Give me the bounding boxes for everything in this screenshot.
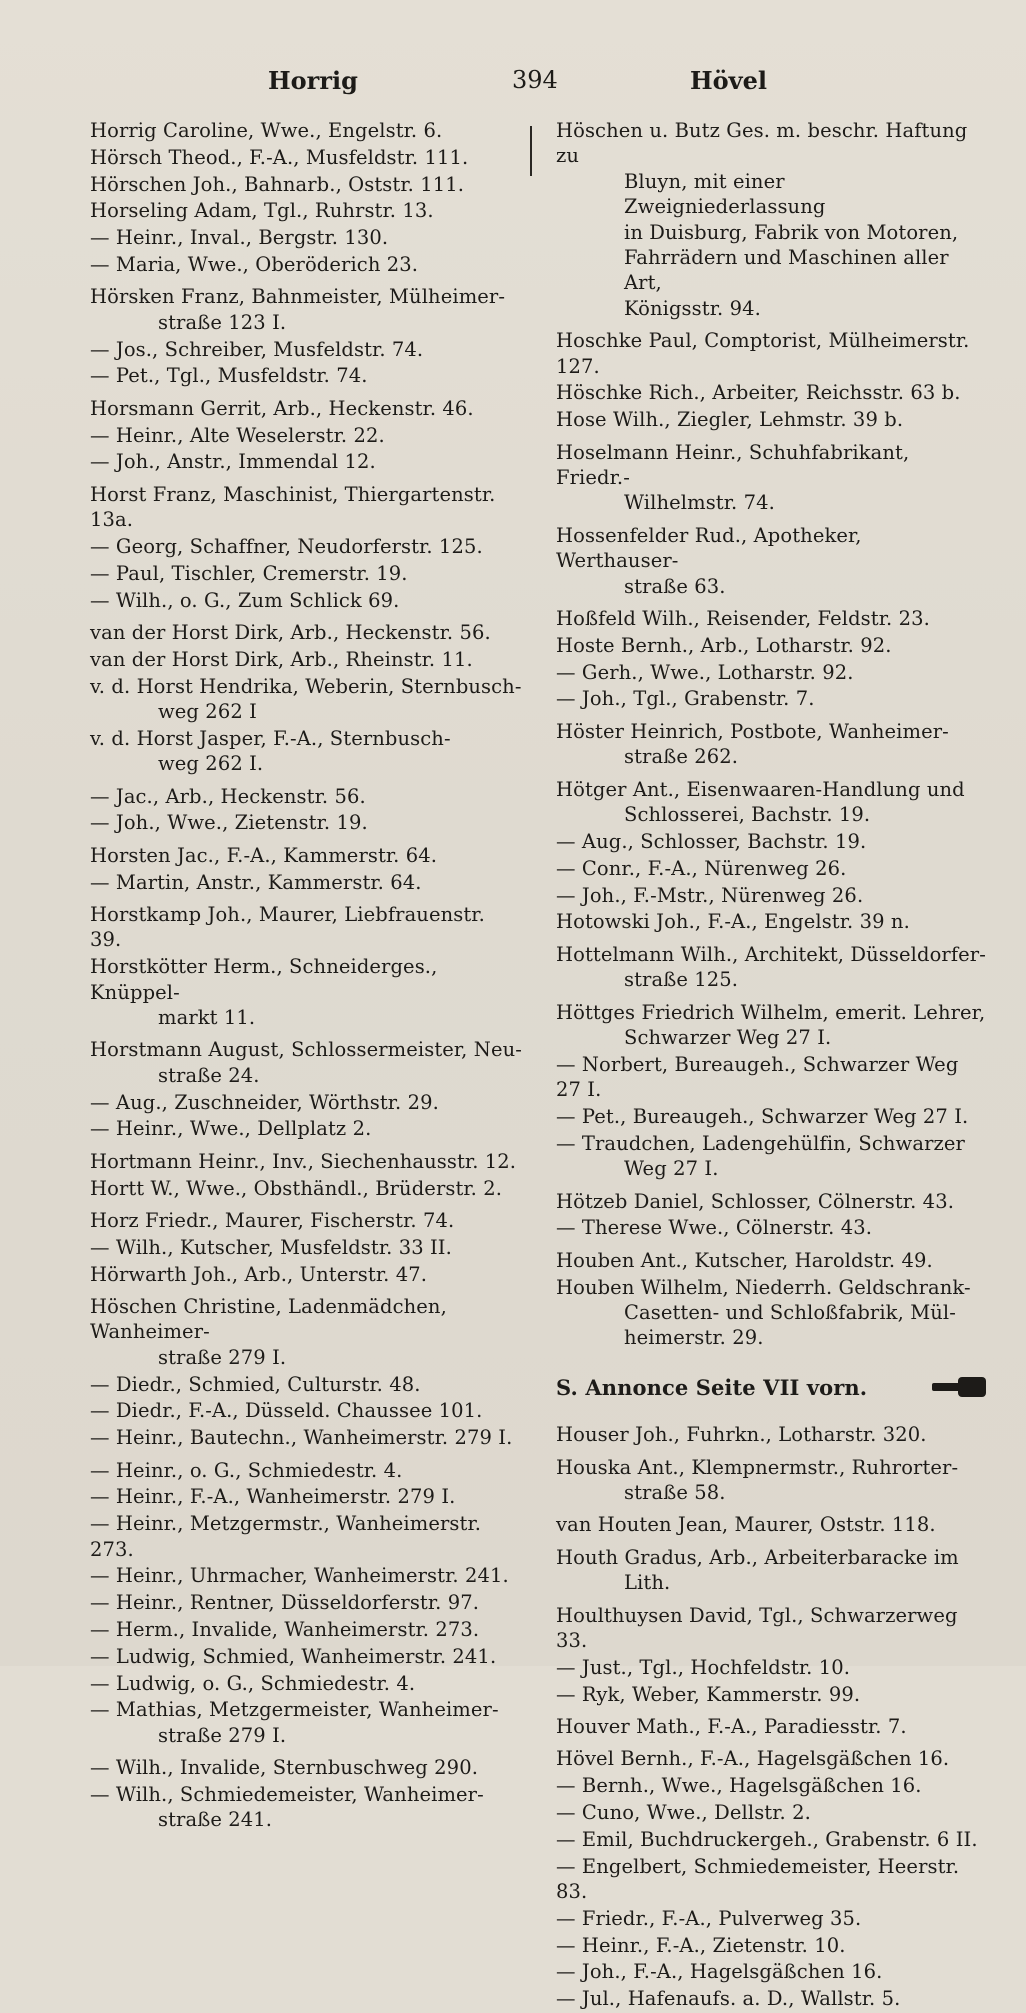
entry-line: Houben Ant., Kutscher, Haroldstr. 49. <box>556 1248 933 1272</box>
entry-line: van Houten Jean, Maurer, Oststr. 118. <box>556 1513 936 1537</box>
directory-entry <box>90 1563 522 1588</box>
entry-line: — Heinr., Bautechn., Wanheimerstr. 279 I. <box>90 1426 513 1450</box>
entry-line: — Ludwig, Schmied, Wanheimerstr. 241. <box>90 1644 497 1668</box>
directory-entry <box>90 225 522 250</box>
entry-line: — Wilh., Invalide, Sternbuschweg 290. <box>90 1756 478 1780</box>
entry-line: — Joh., F.-A., Hagelsgäßchen 16. <box>556 1960 883 1984</box>
directory-entry <box>556 1933 986 1958</box>
directory-entry <box>556 440 986 516</box>
entry-line: Hotowski Joh., F.-A., Engelstr. 39 n. <box>556 910 910 934</box>
directory-entry <box>556 407 986 432</box>
directory-entry <box>90 810 522 835</box>
entry-line: — Aug., Schlosser, Bachstr. 19. <box>556 829 867 853</box>
entry-line: — Heinr., Alte Weselerstr. 22. <box>90 423 385 447</box>
entry-continuation: Casetten- und Schloßfabrik, Mül- heimerstr. 29. <box>624 1300 956 1350</box>
entry-line: Horst Franz, Maschinist, Thiergartenstr. 13a. <box>90 482 496 532</box>
entry-line: — Wilh., Schmiedemeister, Wanheimer- <box>90 1783 484 1807</box>
entry-line: — Joh., F.-Mstr., Nürenweg 26. <box>556 883 864 907</box>
directory-entry <box>556 777 986 828</box>
entry-line: Horstkötter Herm., Schneiderges., Knüppel- <box>90 955 438 1004</box>
directory-entry <box>556 686 986 711</box>
entry-line: — Therese Wwe., Cölnerstr. 43. <box>556 1216 873 1240</box>
entry-line: Hortmann Heinr., Inv., Siechenhausstr. 12. <box>90 1149 517 1173</box>
entry-line: Houser Joh., Fuhrkn., Lotharstr. 320. <box>556 1423 927 1447</box>
directory-entry <box>90 1590 522 1615</box>
entry-continuation: Weg 27 I. <box>624 1157 719 1181</box>
directory-entry <box>556 909 986 934</box>
directory-entry <box>90 363 522 388</box>
directory-entry <box>90 252 522 277</box>
directory-entry <box>556 606 986 631</box>
entry-line: — Engelbert, Schmiedemeister, Heerstr. 83. <box>556 1854 960 1903</box>
directory-entry <box>556 1746 986 1771</box>
directory-entry <box>556 523 986 599</box>
directory-entry <box>90 647 522 672</box>
header-right-keyword: Hövel <box>690 66 768 95</box>
entry-line: — Ludwig, o. G., Schmiedestr. 4. <box>90 1671 416 1695</box>
entry-line: — Heinr., Wwe., Dellplatz 2. <box>90 1117 372 1141</box>
directory-entry <box>90 449 522 474</box>
directory-entry <box>90 843 522 868</box>
directory-entry <box>556 1986 986 2011</box>
entry-line: — Joh., Anstr., Immendal 12. <box>90 450 376 474</box>
directory-entry <box>90 1511 522 1562</box>
entry-line: — Maria, Wwe., Oberöderich 23. <box>90 252 419 276</box>
entry-line: — Heinr., Uhrmacher, Wanheimerstr. 241. <box>90 1564 509 1588</box>
right-column-bottom <box>556 1422 986 2011</box>
entry-line: — Friedr., F.-A., Pulverweg 35. <box>556 1906 862 1930</box>
entry-line: Horz Friedr., Maurer, Fischerstr. 74. <box>90 1209 455 1233</box>
directory-entry <box>90 1671 522 1696</box>
entry-line: — Martin, Anstr., Kammerstr. 64. <box>90 870 422 894</box>
entry-line: Höttges Friedrich Wilhelm, emerit. Lehrer, <box>556 1000 986 1024</box>
directory-entry <box>90 1235 522 1260</box>
directory-entry <box>556 633 986 658</box>
entry-line: — Heinr., Inval., Bergstr. 130. <box>90 226 389 250</box>
pointing-hand-icon <box>932 1377 986 1397</box>
entry-line: — Diedr., Schmied, Culturstr. 48. <box>90 1372 421 1396</box>
entry-line: v. d. Horst Hendrika, Weberin, Sternbusch- <box>90 674 522 698</box>
entry-line: — Emil, Buchdruckergeh., Grabenstr. 6 II. <box>556 1827 978 1851</box>
directory-entry <box>556 380 986 405</box>
entry-line: Horseling Adam, Tgl., Ruhrstr. 13. <box>90 199 434 223</box>
directory-entry <box>90 396 522 421</box>
entry-line: — Bernh., Wwe., Hagelsgäßchen 16. <box>556 1774 922 1798</box>
directory-entry <box>556 1959 986 1984</box>
directory-entry <box>90 118 522 143</box>
directory-entry <box>90 1208 522 1233</box>
entry-continuation: straße 279 I. <box>158 1345 287 1369</box>
directory-entry <box>556 856 986 881</box>
entry-line: — Heinr., F.-A., Wanheimerstr. 279 I. <box>90 1485 456 1509</box>
directory-entry <box>556 1131 986 1182</box>
directory-entry <box>556 1512 986 1537</box>
entry-line: — Just., Tgl., Hochfeldstr. 10. <box>556 1655 851 1679</box>
entry-line: — Conr., F.-A., Nürenweg 26. <box>556 856 847 880</box>
directory-entry <box>556 1189 986 1214</box>
entry-line: Hötzeb Daniel, Schlosser, Cölnerstr. 43. <box>556 1189 954 1213</box>
entry-line: — Norbert, Bureaugeh., Schwarzer Weg 27 I. <box>556 1052 959 1102</box>
entry-line: Hose Wilh., Ziegler, Lehmstr. 39 b. <box>556 408 904 432</box>
entry-continuation: straße 63. <box>624 574 726 598</box>
directory-entry <box>556 719 986 770</box>
entry-line: — Paul, Tischler, Cremerstr. 19. <box>90 561 408 585</box>
entry-line: Höschen Christine, Ladenmädchen, Wanheimer- <box>90 1295 447 1344</box>
entry-line: Hötger Ant., Eisenwaaren-Handlung und <box>556 777 965 801</box>
entry-continuation: Schlosserei, Bachstr. 19. <box>624 803 871 827</box>
column-divider <box>530 126 532 176</box>
entry-continuation: markt 11. <box>158 1006 256 1030</box>
directory-entry <box>90 1149 522 1174</box>
directory-entry <box>90 870 522 895</box>
entry-continuation: straße 241. <box>158 1808 273 1832</box>
entry-line: — Herm., Invalide, Wanheimerstr. 273. <box>90 1618 480 1642</box>
right-column <box>556 118 986 2013</box>
page-header <box>0 66 1026 106</box>
entry-continuation: Wilhelmstr. 74. <box>624 491 775 515</box>
directory-entry <box>556 1800 986 1825</box>
entry-line: Horstmann August, Schlossermeister, Neu- <box>90 1038 522 1062</box>
directory-entry <box>90 1262 522 1287</box>
directory-entry <box>556 1773 986 1798</box>
entry-continuation: straße 125. <box>624 968 739 992</box>
entry-line: Horsten Jac., F.-A., Kammerstr. 64. <box>90 843 438 867</box>
entry-line: — Jos., Schreiber, Musfeldstr. 74. <box>90 337 424 361</box>
entry-line: Hossenfelder Rud., Apotheker, Werthauser- <box>556 523 862 573</box>
directory-entry <box>90 337 522 362</box>
directory-entry <box>90 902 522 953</box>
directory-entry <box>90 423 522 448</box>
directory-entry <box>556 328 986 379</box>
directory-entry <box>556 1655 986 1680</box>
entry-line: — Diedr., F.-A., Düsseld. Chaussee 101. <box>90 1399 483 1423</box>
directory-entry <box>90 1294 522 1370</box>
entry-continuation: Schwarzer Weg 27 I. <box>624 1025 832 1049</box>
entry-line: Houver Math., F.-A., Paradiesstr. 7. <box>556 1715 907 1738</box>
entry-line: — Cuno, Wwe., Dellstr. 2. <box>556 1801 811 1824</box>
directory-entry <box>90 588 522 613</box>
entry-continuation: straße 279 I. <box>158 1723 287 1747</box>
entry-line: Houben Wilhelm, Niederrh. Geldschrank- <box>556 1275 971 1299</box>
entry-line: — Georg, Schaffner, Neudorferstr. 125. <box>90 535 483 558</box>
directory-entry <box>90 784 522 809</box>
directory-entry <box>90 1116 522 1141</box>
directory-entry <box>90 284 522 335</box>
entry-line: — Wilh., Kutscher, Musfeldstr. 33 II. <box>90 1235 452 1259</box>
directory-entry <box>556 1906 986 1931</box>
directory-entry <box>90 1484 522 1509</box>
entry-line: — Wilh., o. G., Zum Schlick 69. <box>90 588 400 612</box>
directory-entry <box>90 145 522 170</box>
entry-continuation: Bluyn, mit einer Zweigniederlassung in Duisburg, Fabrik von Motoren, Fahrrädern und Maschinen aller Art, Königsstr. 94. <box>624 169 959 320</box>
entry-line: — Mathias, Metzgermeister, Wanheimer- <box>90 1698 499 1722</box>
entry-line: Horstkamp Joh., Maurer, Liebfrauenstr. 39. <box>90 903 485 952</box>
entry-line: Höschke Rich., Arbeiter, Reichsstr. 63 b. <box>556 381 961 405</box>
directory-entry <box>90 1037 522 1088</box>
entry-line: Hoßfeld Wilh., Reisender, Feldstr. 23. <box>556 607 930 631</box>
entry-continuation: weg 262 I. <box>158 752 264 776</box>
directory-entry <box>90 674 522 725</box>
directory-entry <box>556 1422 986 1447</box>
entry-line: Horrig Caroline, Wwe., Engelstr. 6. <box>90 119 443 142</box>
directory-entry <box>556 1275 986 1351</box>
entry-line: van der Horst Dirk, Arb., Heckenstr. 56. <box>90 621 491 644</box>
directory-entry <box>90 1644 522 1669</box>
entry-line: Hörwarth Joh., Arb., Unterstr. 47. <box>90 1262 428 1286</box>
directory-entry <box>90 1697 522 1748</box>
directory-entry <box>90 561 522 586</box>
entry-line: — Heinr., o. G., Schmiedestr. 4. <box>90 1458 403 1482</box>
entry-line: Höschen u. Butz Ges. m. beschr. Haftung zu <box>556 119 968 168</box>
directory-entry <box>90 1755 522 1780</box>
directory-entry <box>556 1455 986 1506</box>
directory-entry <box>556 1248 986 1273</box>
directory-entry <box>90 954 522 1030</box>
entry-line: Hoste Bernh., Arb., Lotharstr. 92. <box>556 633 892 657</box>
entry-continuation: straße 24. <box>158 1063 260 1087</box>
entry-line: Hoselmann Heinr., Schuhfabrikant, Friedr.- <box>556 440 910 490</box>
directory-entry <box>556 1827 986 1852</box>
entry-line: — Joh., Wwe., Zietenstr. 19. <box>90 811 368 835</box>
directory-entry <box>90 198 522 223</box>
left-column <box>90 118 522 1834</box>
header-left-keyword: Horrig <box>268 66 358 95</box>
directory-entry <box>90 1176 522 1201</box>
entry-line: Höster Heinrich, Postbote, Wanheimer- <box>556 719 949 743</box>
directory-entry <box>556 1545 986 1596</box>
entry-line: Hörschen Joh., Bahnarb., Oststr. 111. <box>90 172 465 196</box>
directory-entry <box>90 1425 522 1450</box>
entry-line: Houska Ant., Klempnermstr., Ruhrorter- <box>556 1455 959 1479</box>
entry-line: Hörsch Theod., F.-A., Musfeldstr. 111. <box>90 145 469 169</box>
annonce-banner <box>556 1375 986 1400</box>
entry-continuation: straße 58. <box>624 1480 726 1504</box>
entry-line: v. d. Horst Jasper, F.-A., Sternbusch- <box>90 726 451 750</box>
directory-entry <box>556 942 986 993</box>
entry-line: — Heinr., F.-A., Zietenstr. 10. <box>556 1933 846 1957</box>
entry-line: — Ryk, Weber, Kammerstr. 99. <box>556 1682 861 1706</box>
entry-line: Horsmann Gerrit, Arb., Heckenstr. 46. <box>90 396 474 420</box>
entry-line: Hottelmann Wilh., Architekt, Düsseldorfer- <box>556 942 986 966</box>
directory-entry <box>556 883 986 908</box>
entry-line: Hortt W., Wwe., Obsthändl., Brüderstr. 2. <box>90 1176 503 1200</box>
page-number: 394 <box>512 66 558 94</box>
directory-entry <box>556 1052 986 1103</box>
directory-entry <box>90 1372 522 1397</box>
entry-line: — Pet., Bureaugeh., Schwarzer Weg 27 I. <box>556 1104 969 1128</box>
directory-entry <box>556 1682 986 1707</box>
directory-entry <box>90 482 522 533</box>
directory-entry <box>556 660 986 685</box>
directory-entry <box>556 1215 986 1240</box>
directory-entry <box>90 534 522 559</box>
directory-entry <box>90 726 522 777</box>
entry-line: Houth Gradus, Arb., Arbeiterbaracke im <box>556 1545 959 1569</box>
right-column-top <box>556 118 986 1351</box>
directory-entry <box>90 1782 522 1833</box>
directory-entry <box>556 118 986 321</box>
directory-entry <box>556 1854 986 1905</box>
entry-line: Hövel Bernh., F.-A., Hagelsgäßchen 16. <box>556 1747 950 1771</box>
directory-entry <box>556 1104 986 1129</box>
entry-line: — Traudchen, Ladengehülfin, Schwarzer <box>556 1131 965 1155</box>
entry-line: — Heinr., Rentner, Düsseldorferstr. 97. <box>90 1591 480 1615</box>
directory-entry <box>90 620 522 645</box>
entry-continuation: straße 262. <box>624 745 739 769</box>
entry-continuation: straße 123 I. <box>158 310 287 334</box>
directory-entry <box>90 1090 522 1115</box>
entry-line: — Joh., Tgl., Grabenstr. 7. <box>556 687 815 711</box>
entry-continuation: Lith. <box>624 1571 671 1595</box>
entry-line: — Jac., Arb., Heckenstr. 56. <box>90 784 366 808</box>
directory-entry <box>556 1714 986 1739</box>
entry-line: — Pet., Tgl., Musfeldstr. 74. <box>90 364 368 388</box>
entry-line: van der Horst Dirk, Arb., Rheinstr. 11. <box>90 647 473 671</box>
entry-line: Hörsken Franz, Bahnmeister, Mülheimer- <box>90 285 506 309</box>
entry-continuation: weg 262 I <box>158 700 257 723</box>
directory-entry <box>556 1000 986 1051</box>
entry-line: — Gerh., Wwe., Lotharstr. 92. <box>556 660 854 684</box>
annonce-text: S. Annonce Seite VII vorn. <box>556 1374 868 1400</box>
directory-entry <box>90 1617 522 1642</box>
directory-entry <box>90 172 522 197</box>
entry-line: — Jul., Hafenaufs. a. D., Wallstr. 5. <box>556 1987 901 2011</box>
directory-entry <box>90 1458 522 1483</box>
directory-entry <box>556 1603 986 1654</box>
directory-entry <box>90 1398 522 1423</box>
entry-line: Hoschke Paul, Comptorist, Mülheimerstr. 127. <box>556 329 970 378</box>
entry-line: — Heinr., Metzgermstr., Wanheimerstr. 273. <box>90 1512 482 1561</box>
entry-line: — Aug., Zuschneider, Wörthstr. 29. <box>90 1090 439 1114</box>
directory-entry <box>556 829 986 854</box>
entry-line: Houlthuysen David, Tgl., Schwarzerweg 33. <box>556 1603 958 1652</box>
